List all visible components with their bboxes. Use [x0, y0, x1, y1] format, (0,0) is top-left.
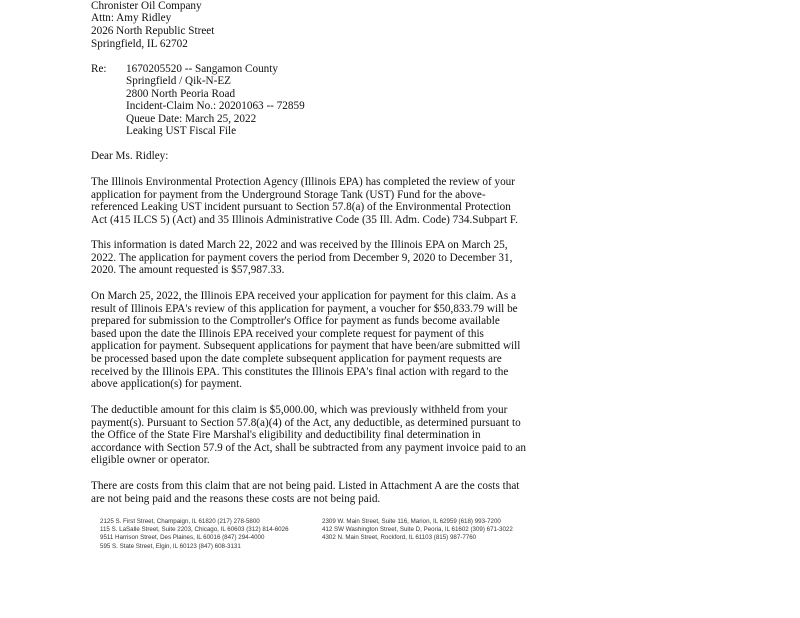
paragraph-line: 2022. The application for payment covers the period from December 9, 2020 to December 31, [91, 251, 513, 264]
paragraph-line: On March 25, 2022, the Illinois EPA received your application for payment for this claim. As a [91, 290, 516, 302]
footer-line: 2309 W. Main Street, Suite 116, Marion, IL 62959 (618) 993-7200 [322, 518, 501, 525]
paragraph-line: application for payment. Subsequent applications for payment that have been/are submitted will [91, 340, 521, 353]
paragraph-line: This information is dated March 22, 2022 and was received by the Illinois EPA on March 25, [91, 239, 508, 251]
paragraph-line: based upon the date the Illinois EPA received your complete request for payment of this [91, 327, 484, 340]
paragraph-line: There are costs from this claim that are not being paid. Listed in Attachment A are the costs that [91, 480, 520, 492]
paragraph-line: referenced Leaking UST incident pursuant to Section 57.8(a) of the Environmental Protection [91, 201, 511, 214]
paragraph-line: accordance with Section 57.9 of the Act, shall be subtracted from any payment invoice paid to an [91, 441, 526, 454]
paragraph-line: be processed based upon the date complete subsequent application for payment requests are [91, 352, 502, 365]
addressee-street: 2026 North Republic Street [91, 25, 215, 37]
footer-offices-right [322, 518, 513, 543]
paragraph-line: above application(s) for payment. [91, 378, 242, 391]
re-line: 2800 North Peoria Road [126, 88, 236, 100]
re-label: Re: [91, 63, 107, 75]
paragraph-line: received by the Illinois EPA. This constitutes the Illinois EPA's final action with regard to the [91, 365, 509, 378]
footer-line: 4302 N. Main Street, Rockford, IL 61103 (815) 987-7760 [322, 534, 477, 542]
footer-line: 2125 S. First Street, Champaign, IL 61820 (217) 278-5800 [100, 518, 260, 525]
paragraph-line: The Illinois Environmental Protection Agency (Illinois EPA) has completed the review of your [91, 176, 515, 188]
re-line: 1670205520 -- Sangamon County [126, 63, 278, 75]
addressee-attn: Attn: Amy Ridley [91, 12, 172, 24]
paragraph-line: 2020. The amount requested is $57,987.33. [91, 264, 285, 277]
paragraph-line: Act (415 ILCS 5) (Act) and 35 Illinois Administrative Code (35 Ill. Adm. Code) 734.Subpart F. [91, 213, 518, 226]
paragraph-line: the Office of the State Fire Marshal's eligibility and deductibility final determination in [91, 429, 481, 442]
footer-offices-left [100, 518, 289, 551]
footer-line: 595 S. State Street, Elgin, IL 60123 (847) 608-3131 [100, 542, 241, 550]
footer-line: 9511 Harrison Street, Des Plaines, IL 60016 (847) 294-4000 [100, 534, 265, 542]
paragraph-line: are not being paid and the reasons these costs are not being paid. [91, 492, 381, 505]
paragraph-line: The deductible amount for this claim is $5,000.00, which was previously withheld from your [91, 404, 508, 416]
paragraph-dates [91, 239, 523, 277]
footer-line: 115 S. LaSalle Street, Suite 2203, Chicago, IL 60603 (312) 814-6026 [100, 526, 289, 534]
footer-line: 412 SW Washington Street, Suite D, Peoria, IL 61602 (309) 671-3022 [322, 526, 513, 534]
paragraph-line: application for payment from the Underground Storage Tank (UST) Fund for the above- [91, 188, 486, 201]
re-line: Leaking UST Fiscal File [126, 125, 237, 137]
paragraph-unpaid-costs [91, 480, 523, 505]
paragraph-payment [91, 290, 523, 391]
re-line: Springfield / Qik-N-EZ [126, 75, 232, 87]
paragraph-deductible [91, 404, 526, 467]
addressee-company: Chronister Oil Company [91, 0, 202, 12]
paragraph-line: payment(s). Pursuant to Section 57.8(a)(4) of the Act, any deductible, as determined pursuant to [91, 416, 521, 429]
paragraph-line: prepared for submission to the Comptroller's Office for payment as funds become available [91, 315, 500, 328]
paragraph-line: eligible owner or operator. [91, 454, 210, 467]
paragraph-review [91, 176, 523, 226]
salutation: Dear Ms. Ridley: [91, 150, 169, 162]
re-line: Queue Date: March 25, 2022 [126, 113, 257, 125]
re-line: Incident-Claim No.: 20201063 -- 72859 [126, 100, 305, 112]
addressee-city: Springfield, IL 62702 [91, 38, 188, 50]
paragraph-line: result of Illinois EPA's review of this application for payment, a voucher for $50,833.79 will be [91, 302, 518, 315]
